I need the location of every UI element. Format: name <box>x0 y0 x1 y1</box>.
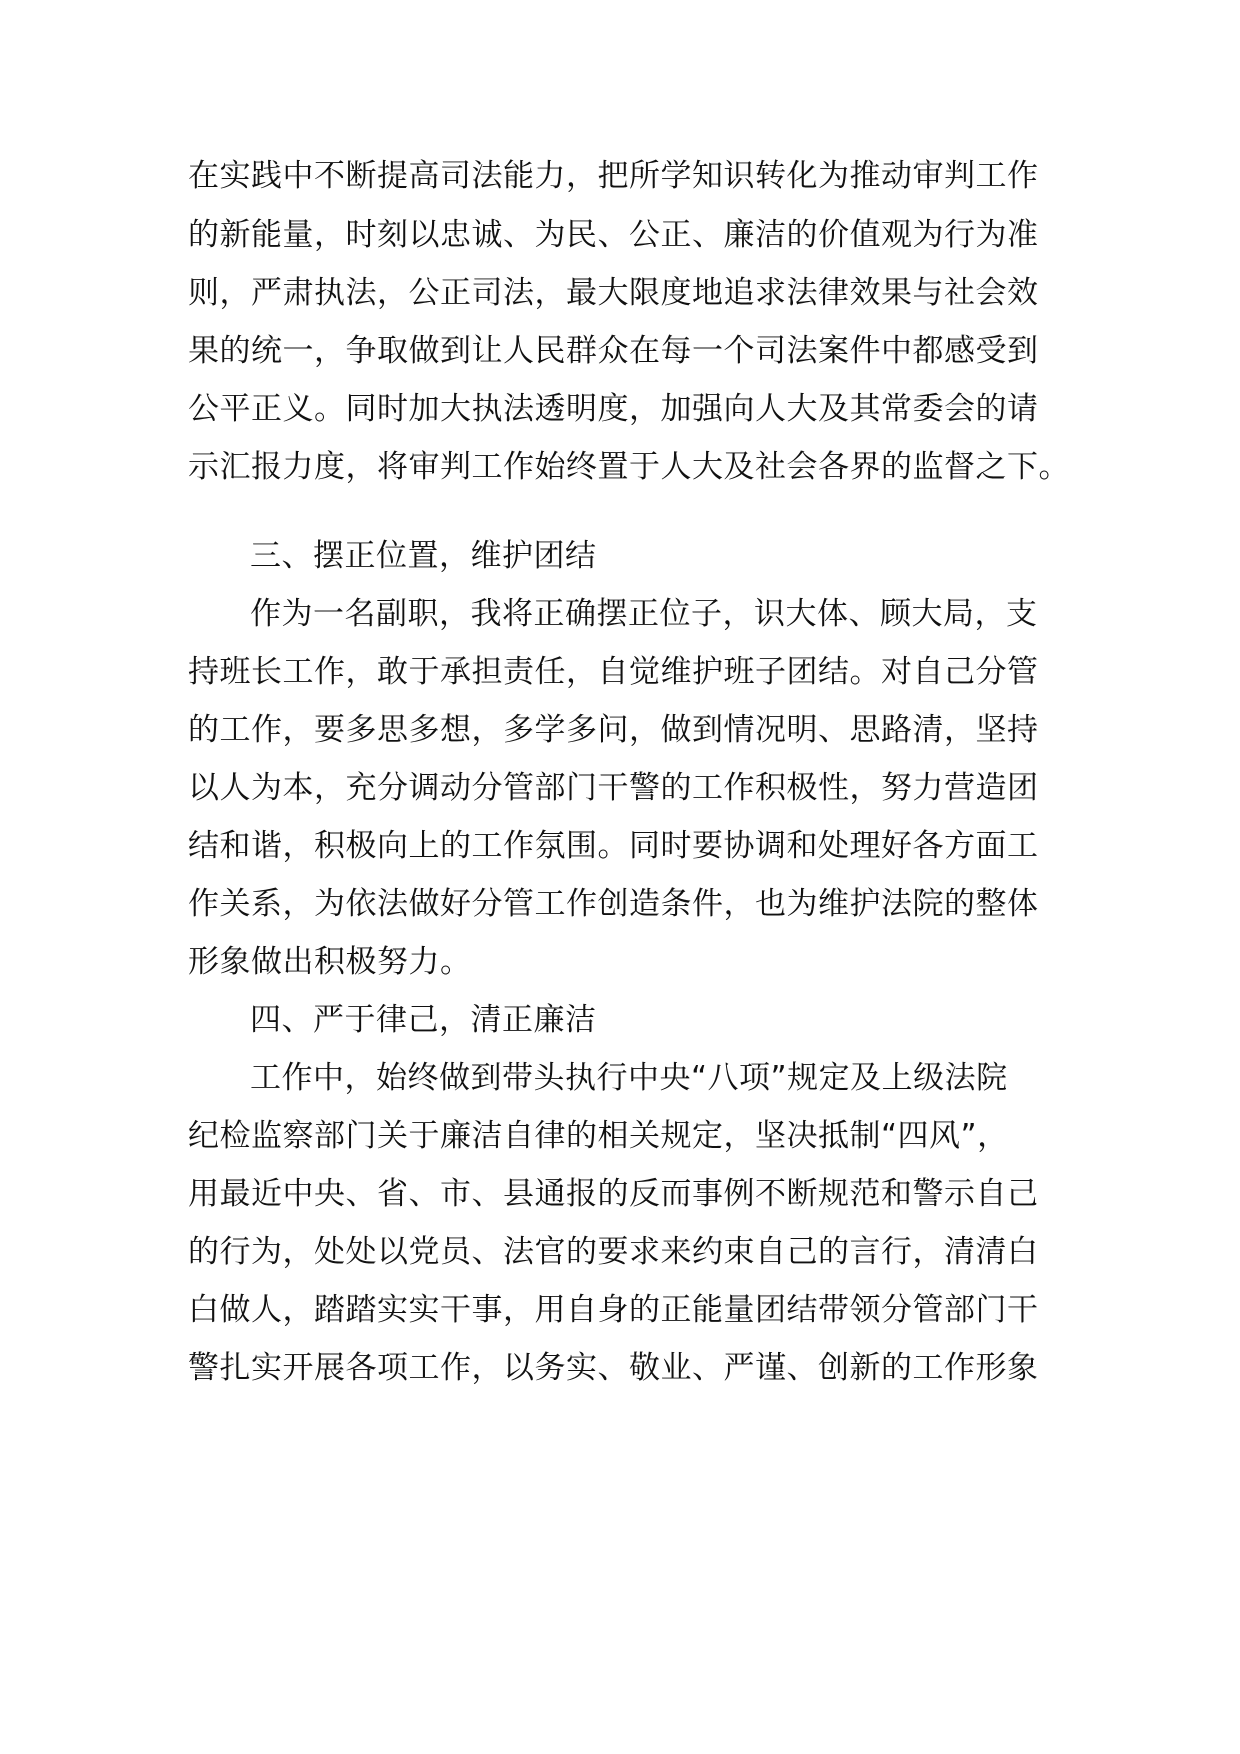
paragraph-line: 结和谐，积极向上的工作氛围。同时要协调和处理好各方面工 <box>188 828 1039 864</box>
paragraph-line: 白做人，踏踏实实干事，用自身的正能量团结带领分管部门干 <box>188 1292 1039 1328</box>
paragraph-line: 果的统一，争取做到让人民群众在每一个司法案件中都感受到 <box>188 333 1039 369</box>
paragraph-line: 的工作，要多思多想，多学多问，做到情况明、思路清，坚持 <box>188 712 1039 748</box>
paragraph-line: 工作中，始终做到带头执行中央“八项”规定及上级法院 <box>250 1060 1008 1096</box>
paragraph-line: 公平正义。同时加大执法透明度，加强向人大及其常委会的请 <box>188 391 1039 427</box>
paragraph-line: 用最近中央、省、市、县通报的反而事例不断规范和警示自己 <box>188 1176 1039 1212</box>
paragraph-line: 以人为本，充分调动分管部门干警的工作积极性，努力营造团 <box>188 770 1039 806</box>
paragraph-line: 纪检监察部门关于廉洁自律的相关规定，坚决抵制“四风”， <box>188 1118 1009 1154</box>
paragraph-line: 的新能量，时刻以忠诚、为民、公正、廉洁的价值观为行为准 <box>188 217 1039 253</box>
paragraph-line: 持班长工作，敢于承担责任，自觉维护班子团结。对自己分管 <box>188 654 1039 690</box>
paragraph-line: 作关系，为依法做好分管工作创造条件，也为维护法院的整体 <box>188 886 1039 922</box>
paragraph-line: 警扎实开展各项工作，以务实、敬业、严谨、创新的工作形象 <box>188 1350 1039 1386</box>
paragraph-line: 的行为，处处以党员、法官的要求来约束自己的言行，清清白 <box>188 1234 1039 1270</box>
paragraph-line: 在实践中不断提高司法能力，把所学知识转化为推动审判工作 <box>188 158 1039 194</box>
paragraph-line: 示汇报力度，将审判工作始终置于人大及社会各界的监督之下。 <box>188 449 1070 485</box>
paragraph-line: 形象做出积极努力。 <box>188 944 472 980</box>
section-heading: 三、摆正位置，维护团结 <box>250 538 597 574</box>
paragraph-line: 作为一名副职，我将正确摆正位子，识大体、顾大局，支 <box>250 596 1038 632</box>
section-heading: 四、严于律己，清正廉洁 <box>250 1002 597 1038</box>
paragraph-line: 则，严肃执法，公正司法，最大限度地追求法律效果与社会效 <box>188 275 1039 311</box>
